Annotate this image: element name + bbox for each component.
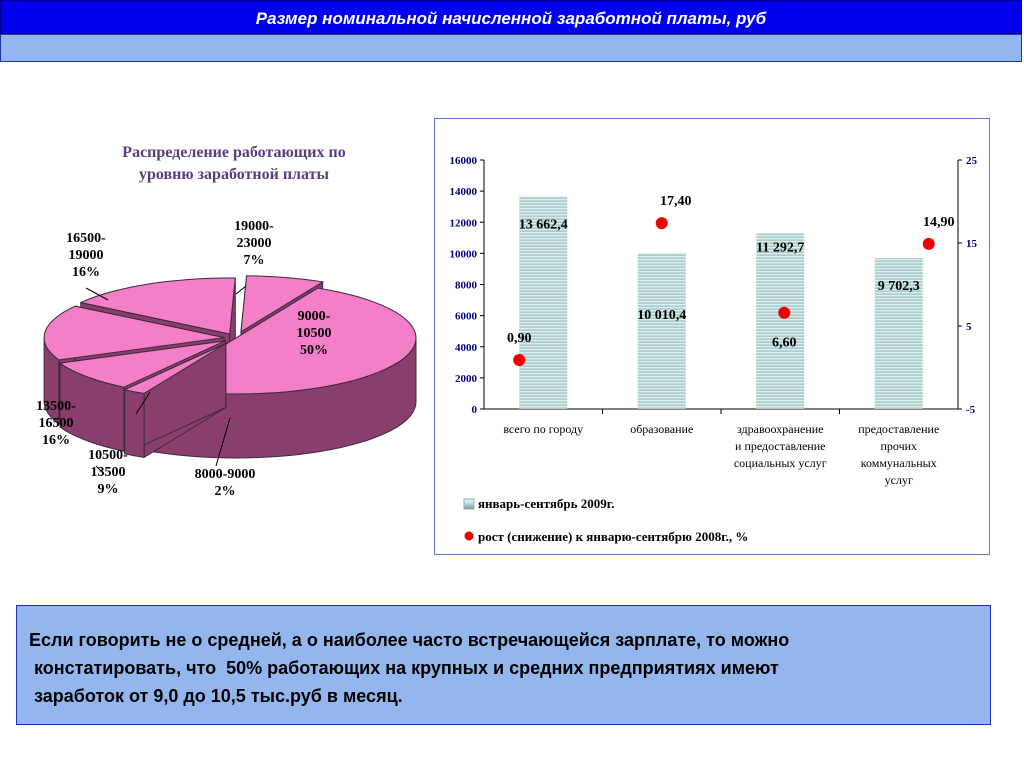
x-category-label: прочих [880, 439, 918, 453]
note-text [29, 626, 1024, 710]
pie-label-range-2: 13500 [90, 465, 126, 480]
y-left-tick-label: 10000 [449, 248, 477, 261]
y-left-tick-label: 2000 [455, 372, 477, 385]
x-category-label: и предоставление [735, 439, 826, 453]
pie-label-range-2: 16500 [38, 416, 74, 431]
pie-label-19000-23000 [218, 218, 290, 269]
note-line-3: заработок от 9,0 до 10,5 тыс.руб в месяц. [29, 686, 403, 706]
legend-bar-swatch [464, 499, 474, 509]
x-category-label: услуг [884, 473, 913, 487]
marker-value-label: 17,40 [660, 194, 692, 210]
bar-value-label: 9 702,3 [877, 279, 920, 295]
bar-value-label: 11 292,7 [756, 240, 805, 256]
y-right-tick-label: 5 [966, 321, 972, 333]
pie-label-range-2: 23000 [236, 236, 272, 251]
bar-chart [434, 118, 990, 555]
legend-bar-label: январь-сентябрь 2009г. [478, 496, 615, 511]
bar-value-label: 10 010,4 [637, 308, 687, 324]
pie-label-10500-13500 [72, 447, 144, 498]
pie-title-line-2: уровню заработной платы [139, 166, 329, 183]
y-right-tick-label: 15 [966, 238, 977, 250]
page-title: Размер номинальной начисленной заработной платы, руб [255, 9, 767, 28]
y-left-tick-label: 8000 [455, 279, 477, 292]
marker-point [513, 354, 525, 366]
pie-label-8000-9000 [180, 466, 270, 500]
y-right-tick-label: -5 [966, 404, 976, 416]
note-box [16, 605, 991, 725]
x-category-label: коммунальных [860, 456, 937, 470]
pie-label-9000-10500 [276, 308, 352, 359]
bar [638, 253, 686, 409]
marker-point [778, 307, 790, 319]
y-right-tick-label: 25 [966, 155, 977, 167]
pie-label-percent: 9% [97, 482, 119, 497]
marker-value-label: 14,90 [923, 214, 955, 230]
bar [756, 233, 804, 409]
pie-label-range-2: 19000 [68, 248, 104, 263]
pie-label-range: 13500- [36, 399, 76, 414]
y-left-tick-label: 16000 [449, 155, 477, 167]
pie-label-range-2: 10500 [296, 326, 332, 341]
y-left-tick-label: 4000 [455, 341, 477, 354]
legend-marker-swatch [465, 532, 474, 541]
x-category-label: образование [630, 422, 694, 436]
pie-label-range: 16500- [66, 231, 106, 246]
marker-point [923, 238, 935, 250]
marker-point [656, 217, 668, 229]
pie-label-16500-19000 [50, 230, 122, 281]
y-left-tick-label: 6000 [455, 310, 477, 323]
pie-label-percent: 2% [214, 484, 236, 499]
pie-label-range: 9000- [297, 309, 331, 324]
y-left-tick-label: 14000 [449, 186, 477, 199]
pie-label-13500-16500 [20, 398, 92, 449]
note-line-2: констатировать, что 50% работающих на крупных и средних предприятиях имеют [29, 658, 779, 678]
legend-marker-label: рост (снижение) к январю-сентябрю 2008г., % [478, 529, 749, 544]
pie-slices-group [44, 276, 416, 458]
pie-title-line-1: Распределение работающих по [122, 144, 346, 161]
marker-value-label: 0,90 [507, 331, 532, 347]
marker-value-label: 6,60 [772, 335, 797, 351]
x-category-label: здравоохранение [737, 422, 824, 436]
x-category-label: всего по городу [503, 422, 584, 436]
x-category-label: предоставление [858, 422, 940, 436]
pie-label-range: 10500- [88, 448, 128, 463]
note-line-1: Если говорить не о средней, а о наиболее часто встречающейся зарплате, то можно [29, 630, 790, 650]
pie-label-percent: 7% [243, 253, 265, 268]
pie-label-range: 8000-9000 [194, 467, 256, 482]
y-left-tick-label: 12000 [449, 217, 477, 230]
pie-label-percent: 50% [300, 343, 328, 358]
pie-label-range: 19000- [234, 219, 274, 234]
pie-label-percent: 16% [72, 265, 100, 280]
pie-label-percent: 16% [42, 433, 70, 448]
y-left-tick-label: 0 [471, 404, 477, 416]
bar-value-label: 13 662,4 [518, 217, 568, 233]
x-category-label: социальных услуг [733, 456, 827, 470]
